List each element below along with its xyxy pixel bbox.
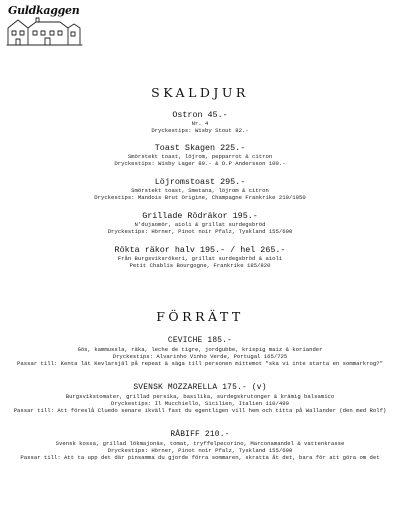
section-title-skaldjur: SKALDJUR	[151, 85, 249, 100]
menu-item-name: Ostron 45.-	[172, 110, 228, 120]
menu-item-drink-tip: Dryckestips: Wisby Lager 80.- & O.P Andersson 100.-	[114, 160, 286, 168]
menu-item-name: SVENSK MOZZARELLA 175.- (v)	[133, 383, 267, 392]
menu-item-description: Smörstekt toast, löjrom, pepparrot & citron	[127, 153, 273, 160]
menu-item-name: Rökta räkor halv 195.- / hel 265.-	[114, 245, 286, 255]
menu-item	[0, 110, 400, 134]
menu-item	[0, 177, 400, 201]
menu-item-name: Grillade Rödräkor 195.-	[142, 211, 258, 221]
building-sketch-icon	[6, 14, 86, 48]
menu-item-pairing: Passar till: Att föreslå Cluedo senare ikväll fast du egentligen vill hem och titta på Wallander (den med Rolf)	[13, 407, 387, 415]
menu-item	[0, 383, 400, 414]
menu-item-description: Smörstekt toast, Smetana, löjrom & citron	[131, 187, 269, 194]
menu-item-name: CEVICHE 185.-	[167, 336, 233, 345]
menu-item	[0, 143, 400, 167]
menu-item-name: RÅBIFF 210.-	[170, 430, 230, 439]
menu-item-description: Burgsvikstomater, grillad persika, basilika, surdegskrutonger & krämig balsamico	[65, 393, 335, 400]
section-title-forratt: FÖRRÄTT	[156, 309, 244, 324]
menu-item-drink-tip: Dryckestips: Alvarinho Vinho Verde, Portugal 165/725	[112, 353, 288, 361]
menu-item	[0, 245, 400, 269]
menu-item-drink-tip: Dryckestips: Il Mucchiello, Sicilien, Italien 110/490	[111, 400, 289, 408]
menu-item-pairing: Passar till: Kenta lät Kevlarsjäl på repeat & säga till personen mittemot "ska vi inte starta en sommarkrog?"	[17, 360, 383, 368]
menu-item-drink-tip: Dryckestips: Wisby Stout 82.-	[151, 127, 249, 135]
menu-item-name: Löjromstoast 295.-	[154, 177, 246, 187]
menu-item	[0, 430, 400, 461]
menu-item-description: Från Burgsviksrökeri, grillat surdegsbröd & aioli	[117, 255, 283, 262]
menu-item-description: Svensk kossa, grillad lökmajonäs, tomat, tryffelpecorino, Marconamandel & vattenkrasse	[55, 440, 345, 447]
menu-item	[0, 336, 400, 367]
menu-item-drink-tip: Dryckestips: Mandois Brut Origine, Champagne Frankrike 210/1050	[94, 194, 306, 202]
menu-item-description: N'dujaomör, aioli & grillat surdegsbröd	[134, 221, 266, 228]
restaurant-logo	[6, 4, 86, 48]
menu-item-drink-tip: Dryckestips: Hörner, Pinot noir Pfalz, Tyskland 155/690	[107, 447, 293, 455]
menu-item-drink-tip: Dryckestips: Hörner, Pinot noir Pfalz, Tyskland 155/690	[107, 228, 293, 236]
menu-item-pairing: Passar till: Att ta upp det där pinsamma du gjorde förra sommaren, skratta åt det, bara för att göra om det	[20, 454, 380, 462]
menu-item-drink-tip: Petit Chablis Bourgogne, Frankrike 185/820	[129, 262, 271, 270]
menu-item	[0, 211, 400, 235]
menu-item-name: Toast Skagen 225.-	[154, 143, 246, 153]
logo-text: Guldkaggen	[8, 4, 80, 17]
menu-item-detail: Nr. 4	[191, 120, 209, 127]
menu-item-description: Gös, kammussla, räka, leche de tigre, jordgubbe, krispig maiz & koriander	[77, 346, 323, 353]
